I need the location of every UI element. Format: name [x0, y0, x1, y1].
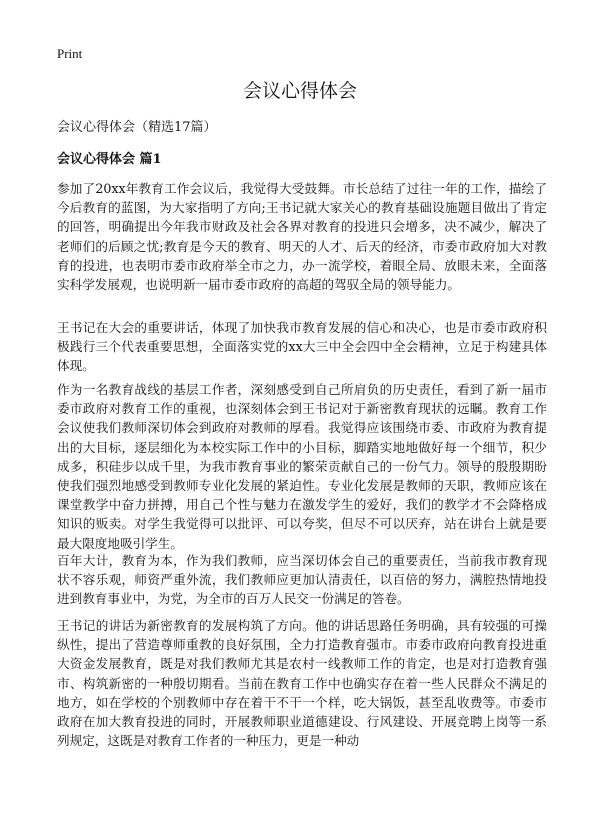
paragraph-4: 百年大计，教育为本，作为我们教师，应当深切体会自己的重要责任，当前我市教育现状不容乐观，师资严重外流，我们教师应更加认清责任，以百倍的努力，满腔热情地投进到教育事业中，为党，为全市的百万人民交一份满足的答卷。	[57, 553, 547, 607]
section-heading: 会议心得体会 篇1	[57, 152, 162, 167]
paragraph-5: 王书记的讲话为新密教育的发展构筑了方向。他的讲话思路任务明确，具有较强的可操纵性，提出了营造尊师重教的良好氛围，全力打造教育强市。市委市政府向教育投进重大资金发展教育，既是对我们教师尤其是农村一线教师工作的肯定，也是对打造教育强市、构筑新密的一种殷切期看。当前在教育工作中也确实存在着一些人民群众不满足的地方，如在学校的个别教师中存在着干不干一个样，吃大锅饭，甚至乱收费等。市委市政府在加大教育投进的同时，开展教师职业道德建设、行风建设、开展竞聘上岗等一系列规定，这既是对教育工作者的一种压力，更是一种动	[57, 618, 547, 749]
print-label: Print	[57, 46, 83, 61]
paragraph-3: 作为一名教育战线的基层工作者，深刻感受到自己所肩负的历史责任，看到了新一届市委市政府对教育工作的重视，也深刻体会到王书记对于新密教育现状的远瞩。教育工作会议使我们教师深切体会到政府对教师的厚看。我觉得应该围绕市委、市政府为教育提出的大目标，逐层细化为本校实际工作中的小目标，脚踏实地地做好每一个细节，积少成多，积硅步以成千里，为我市教育事业的繁荣贡献自己的一份气力。领导的殷殷期盼使我们强烈地感受到教师专业化发展的紧迫性。专业化发展是教师的天职，教师应该在课堂教学中奋力拼搏，用自己个性与魅力在激发学生的爱好，我们的教学才不会降格成知识的贩卖。对学生我觉得可以批评、可以夸奖，但尽不可以厌弃，站在讲台上就是要最大限度地吸引学生。	[57, 382, 547, 551]
paragraph-1: 参加了20xx年教育工作会议后，我觉得大受鼓舞。市长总结了过往一年的工作，描绘了今后教育的蓝图，为大家指明了方向;王书记就大家关心的教育基础设施题目做出了肯定的回答，明确提出今年我市财政及社会各界对教育的投进只会增多，决不减少，解决了老师们的后顾之忧;教育是今天的教育、明天的人才、后天的经济，市委市政府加大对教育的投进，也表明市委市政府举全市之力，办一流学校，着眼全局、放眼未来，全面落实科学发展观，也说明新一届市委市政府的高超的驾驭全局的领导能力。	[57, 181, 547, 293]
document-subtitle: 会议心得体会（精选17篇）	[57, 120, 217, 135]
document-title: 会议心得体会	[242, 80, 357, 102]
paragraph-2: 王书记在大会的重要讲话，体现了加快我市教育发展的信心和决心，也是市委市政府积极践行三个代表重要思想，全面落实党的xx大三中全会四中全会精神，立足于构建具体体现。	[57, 320, 547, 374]
